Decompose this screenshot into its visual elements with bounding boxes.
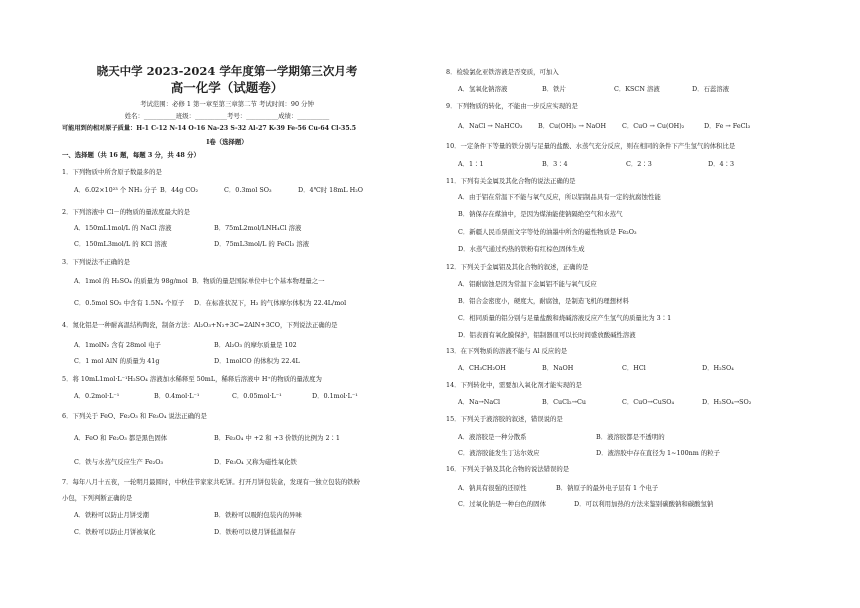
volume-label: Ⅰ卷（选择题） bbox=[206, 138, 248, 146]
option-c: C．150mL3mol/L 的 KCl 溶液 bbox=[74, 240, 167, 248]
atomic-mass-line: 可能用到的相对原子质量：H-1 C-12 N-14 O-16 Na-23 S-32 Al-27 K-39 Fe-56 Cu-64 Cl-35.5 bbox=[62, 125, 357, 132]
option-d: D．液溶胶中存在直径为 1~100nm 的粒子 bbox=[596, 449, 721, 457]
option-d: D．铁粉可以使月饼低温保存 bbox=[214, 528, 296, 536]
option-d: D．4∶3 bbox=[708, 160, 735, 168]
option-b: B．0.4mol·L⁻¹ bbox=[154, 392, 200, 400]
option-a: A．1mol 的 H₂SO₄ 的质量为 98g/mol bbox=[74, 277, 188, 285]
option-a: A．CH₃CH₂OH bbox=[458, 364, 506, 372]
option-b: B．44g CO₂ bbox=[160, 186, 199, 194]
option-c: C．0.5mol SO₂ 中含有 1.5Nₐ 个原子 bbox=[74, 299, 185, 307]
option-d: D．在标准状况下，H₂ 的气体摩尔体积为 22.4L/mol bbox=[194, 299, 347, 307]
option-c: C．1 mol AlN 的质量为 41g bbox=[74, 357, 160, 365]
option-c: C．KSCN 溶液 bbox=[614, 85, 660, 93]
option-a: A．1molN₂ 含有 28mol 电子 bbox=[74, 341, 161, 349]
question-stem: 6．下列关于 FeO、Fe₂O₃ 和 Fe₃O₄ 说法正确的是 bbox=[62, 412, 207, 420]
option-c: C．CuO→CuSO₄ bbox=[622, 398, 675, 406]
question-stem: 5．将 10mL1mol·L⁻¹H₂SO₄ 溶液加水稀释至 50mL，稀释后溶液中 H⁺的物质的量浓度为 bbox=[62, 375, 322, 383]
option-a: A．FeO 和 Fe₂O₃ 都是黑色固体 bbox=[74, 434, 168, 442]
page-title: 晓天中学 2023-2024 学年度第一学期第三次月考 bbox=[96, 64, 358, 78]
option-c: C．相同质量的铝分别与足量盐酸和烧碱溶液反应产生氢气的质量比为 3∶1 bbox=[458, 314, 672, 322]
option-b: B．75mL2mol/LNH₄Cl 溶液 bbox=[214, 224, 302, 232]
question-stem: 2．下列溶液中 Cl－的物质的量浓度最大的是 bbox=[62, 208, 191, 216]
option-b: B．物质的量是国际单位中七个基本物理量之一 bbox=[192, 277, 325, 285]
option-b: B．NaOH bbox=[542, 364, 574, 372]
option-a: A．由于铝在常温下不能与氧气反应，所以铝制品具有一定的抗腐蚀性能 bbox=[458, 193, 661, 201]
option-c: C．铁与水蒸气反应生产 Fe₂O₃ bbox=[74, 458, 164, 466]
option-b: B．钠原子的最外电子层有 1 个电子 bbox=[556, 484, 659, 492]
option-d: D．Fe → FeCl₃ bbox=[704, 122, 751, 130]
option-c: C．液溶胶能发生丁达尔效应 bbox=[458, 449, 540, 457]
option-c: C．CuO → Cu(OH)₂ bbox=[622, 122, 685, 130]
question-stem: 9．下列物质的转化，不能由一步反应实现的是 bbox=[446, 102, 578, 110]
question-stem: 12．下列关于金属铝及其化合物的叙述，正确的是 bbox=[446, 263, 589, 271]
option-a: A．NaCl → NaHCO₃ bbox=[458, 122, 523, 130]
option-b: B．Cu(OH)₂ → NaOH bbox=[538, 122, 607, 130]
student-info-line: 姓名：__________班级：__________考号：__________成绩：__________ bbox=[124, 112, 330, 120]
option-b: B．液溶胶都是不透明的 bbox=[596, 433, 665, 441]
option-d: D．0.1mol·L⁻¹ bbox=[312, 392, 358, 400]
option-a: A．钠具有很强的还原性 bbox=[458, 484, 527, 492]
option-a: A．6.02×10²³ 个 NH₃ 分子 bbox=[74, 186, 157, 194]
option-a: A．Na→NaCl bbox=[458, 398, 501, 406]
question-stem: 1．下列物质中所含原子数最多的是 bbox=[62, 168, 162, 176]
option-d: D．75mL3mol/L 的 FeCl₃ 溶液 bbox=[214, 240, 309, 248]
page-subtitle: 高一化学（试题卷） bbox=[170, 80, 284, 95]
option-b: B．钠保存在煤油中，是因为煤油能使钠隔绝空气和水蒸气 bbox=[458, 210, 623, 218]
option-b: B．CuCl₂→Cu bbox=[542, 398, 586, 406]
option-c: C．2∶3 bbox=[626, 160, 652, 168]
option-b: B．Al₂O₃ 的摩尔质量是 102 bbox=[214, 341, 297, 349]
question-stem: 13．在下列物质的溶液不能与 Al 反应的是 bbox=[446, 347, 568, 355]
option-d: D．Fe₃O₄ 又称为磁性氧化铁 bbox=[214, 458, 297, 466]
option-c: C．新疆人民币票面文字等处的油墨中所含的磁性物质是 Fe₂O₃ bbox=[458, 228, 637, 236]
exam-scope: 考试范围：必修 1 第一章至第三章第二节 考试时间：90 分钟 bbox=[140, 100, 314, 108]
question-stem: 11．下列有关金属及其化合物的说法正确的是 bbox=[446, 177, 576, 185]
option-a: A．液溶胶是一种分散系 bbox=[458, 433, 527, 441]
option-a: A．0.2mol·L⁻¹ bbox=[74, 392, 120, 400]
option-a: A．铁粉可以防止月饼受潮 bbox=[74, 511, 149, 519]
option-b: B．Fe₃O₄ 中 +2 和 +3 价铁的比例为 2∶1 bbox=[214, 434, 340, 442]
option-c: C．HCl bbox=[622, 364, 646, 372]
question-stem-continued: 小包，下列判断正确的是 bbox=[62, 494, 133, 502]
option-d: D．1molCO 的体积为 22.4L bbox=[214, 357, 300, 365]
option-d: D．H₂SO₄ bbox=[702, 364, 734, 372]
question-stem: 3．下列说法不正确的是 bbox=[62, 258, 130, 266]
question-stem: 10．一定条件下等量的铁分别与足量的盐酸、水蒸气充分反应，则在相同的条件下产生氢气的体积比是 bbox=[446, 142, 736, 150]
option-b: B．3∶4 bbox=[542, 160, 568, 168]
question-stem: 8．检验氯化亚铁溶液是否变质，可加入 bbox=[446, 68, 559, 76]
option-d: D．可以利用加热的方法来鉴别碳酸钠和碳酸氢钠 bbox=[574, 500, 714, 508]
option-a: A．150mL1mol/L 的 NaCl 溶液 bbox=[74, 224, 172, 232]
question-stem: 4．氮化铝是一种耐高温结构陶瓷，制备方法：Al₂O₃+N₂+3C=2AlN+3CO，下列说法正确的是 bbox=[62, 321, 338, 329]
option-a: A．铝耐腐蚀是因为常温下金属铝不能与氧气反应 bbox=[458, 280, 597, 288]
section-heading: 一、选择题（共 16 题，每题 3 分，共 48 分） bbox=[62, 151, 200, 159]
option-d: D．H₂SO₄→SO₂ bbox=[702, 398, 752, 406]
option-d: D．4℃时 18mL H₂O bbox=[298, 186, 363, 194]
option-a: A．氢氧化钠溶液 bbox=[458, 85, 508, 93]
option-b: B．铁片 bbox=[542, 85, 566, 93]
option-d: D．铝表面有氧化膜保护，铝制器皿可以长时间盛放酸碱性溶液 bbox=[458, 331, 636, 339]
question-stem: 16．下列关于钠及其化合物的说法错误的是 bbox=[446, 465, 570, 473]
option-a: A．1∶1 bbox=[458, 160, 484, 168]
option-c: C．铁粉可以防止月饼被氧化 bbox=[74, 528, 156, 536]
option-c: C．0.05mol·L⁻¹ bbox=[232, 392, 282, 400]
option-c: C．过氧化钠是一种白色的固体 bbox=[458, 500, 546, 508]
option-b: B．铝合金密度小，硬度大，耐腐蚀，是制造飞机的理想材料 bbox=[458, 297, 629, 305]
option-b: B．铁粉可以吸附包装内的异味 bbox=[214, 511, 302, 519]
question-stem: 15．下列关于液溶胶的叙述，错误说的是 bbox=[446, 415, 563, 423]
question-stem: 7．每年八月十五夜，一轮明月最圆时，中秋佳节家家共吃饼。打开月饼包装盒，发现有一独立包装的铁粉 bbox=[62, 478, 361, 486]
option-c: C．0.3mol SO₃ bbox=[224, 186, 272, 194]
option-d: D．水蒸气通过灼热的铁粉有红棕色固体生成 bbox=[458, 245, 585, 253]
option-d: D．石蕊溶液 bbox=[692, 85, 730, 93]
question-stem: 14．下列转化中，需要加入氧化剂才能实现的是 bbox=[446, 381, 582, 389]
